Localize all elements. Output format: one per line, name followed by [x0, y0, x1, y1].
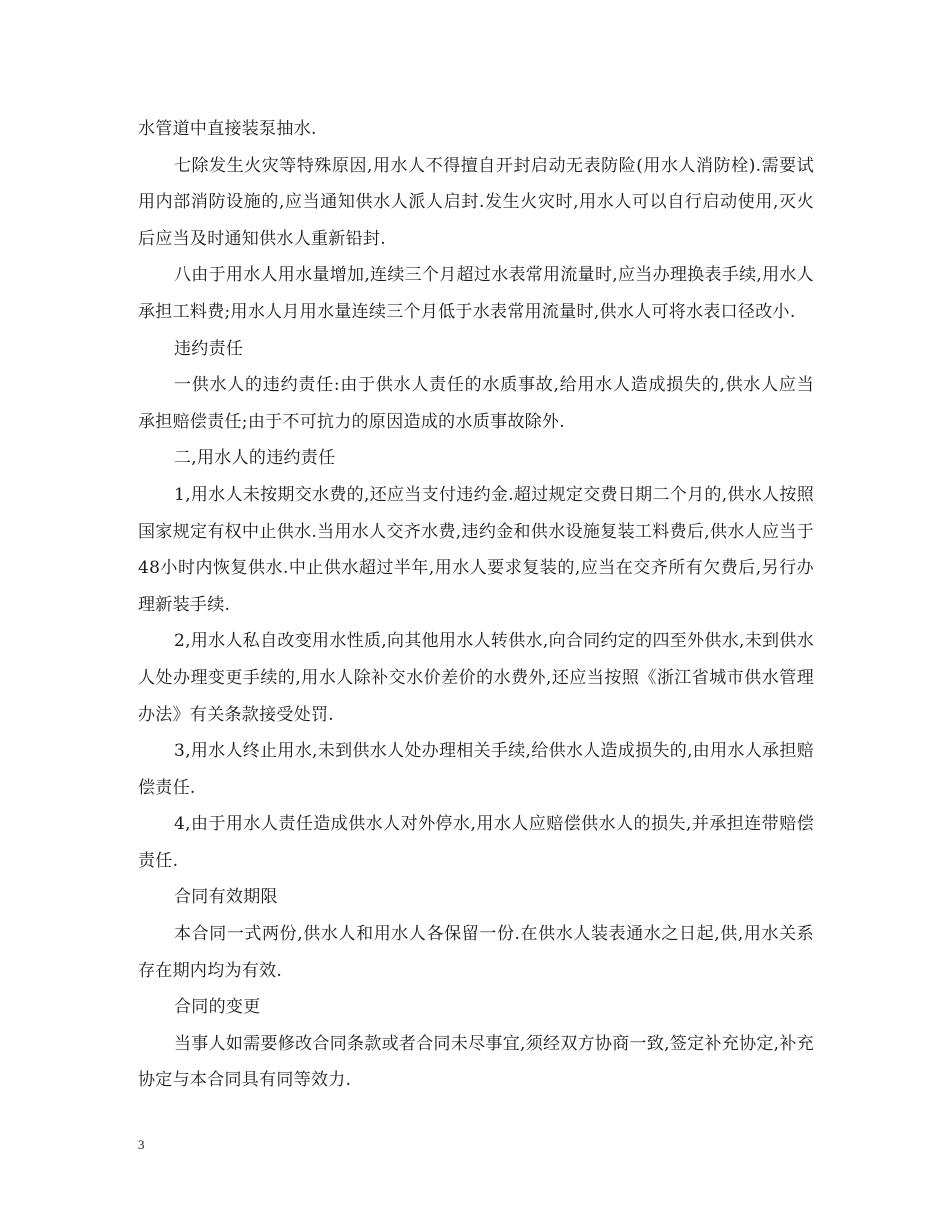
paragraph-user-liability-4: 4,由于用水人责任造成供水人对外停水,用水人应赔偿供水人的损失,并承担连带赔偿责任.: [138, 814, 814, 871]
section-heading-contract-change: 合同的变更: [174, 997, 261, 1018]
paragraph-contract-term: 本合同一式两份,供水人和用水人各保留一份.在供水人装表通水之日起,供,用水关系存在期内均为有效.: [138, 924, 814, 981]
paragraph-user-liability-2: 2,用水人私自改变用水性质,向其他用水人转供水,向合同约定的四至外供水,未到供水人处办理变更手续的,用水人除补交水价差价的水费外,还应当按照《浙江省城市供水管理办法》有关条款接受处罚.: [138, 631, 814, 725]
section-heading-breach-liability: 违约责任: [174, 338, 244, 359]
paragraph-clause-7: 七除发生火灾等特殊原因,用水人不得擅自开封启动无表防险(用水人消防栓).需要试用内部消防设施的,应当通知供水人派人启封.发生火灾时,用水人可以自行启动使用,灭火后应当及时通知供水人重新铅封.: [138, 155, 814, 249]
page-number: 3: [138, 1137, 145, 1152]
paragraph-continuation: 水管道中直接装泵抽水.: [138, 119, 317, 139]
section-heading-contract-term: 合同有效期限: [174, 887, 278, 908]
paragraph-supplier-liability: 一供水人的违约责任:由于供水人责任的水质事故,给用水人造成损失的,供水人应当承担赔偿责任;由于不可抗力的原因造成的水质事故除外.: [138, 375, 814, 432]
document-body: [138, 111, 814, 1099]
subheading-user-liability: 二,用水人的违约责任: [174, 448, 336, 469]
paragraph-user-liability-1: 1,用水人未按期交水费的,还应当支付违约金.超过规定交费日期二个月的,供水人按照国家规定有权中止供水.当用水人交齐水费,违约金和供水设施复装工料费后,供水人应当于48小时内恢复供水.中止供水超过半年,用水人要求复装的,应当在交齐所有欠费后,另行办理新装手续.: [138, 484, 814, 615]
paragraph-clause-8: 八由于用水人用水量增加,连续三个月超过水表常用流量时,应当办理换表手续,用水人承担工料费;用水人月用水量连续三个月低于水表常用流量时,供水人可将水表口径改小.: [138, 265, 814, 322]
paragraph-user-liability-3: 3,用水人终止用水,未到供水人处办理相关手续,给供水人造成损失的,由用水人承担赔偿责任.: [138, 741, 814, 798]
paragraph-contract-change: 当事人如需要修改合同条款或者合同未尽事宜,须经双方协商一致,签定补充协定,补充协定与本合同具有同等效力.: [138, 1033, 814, 1091]
